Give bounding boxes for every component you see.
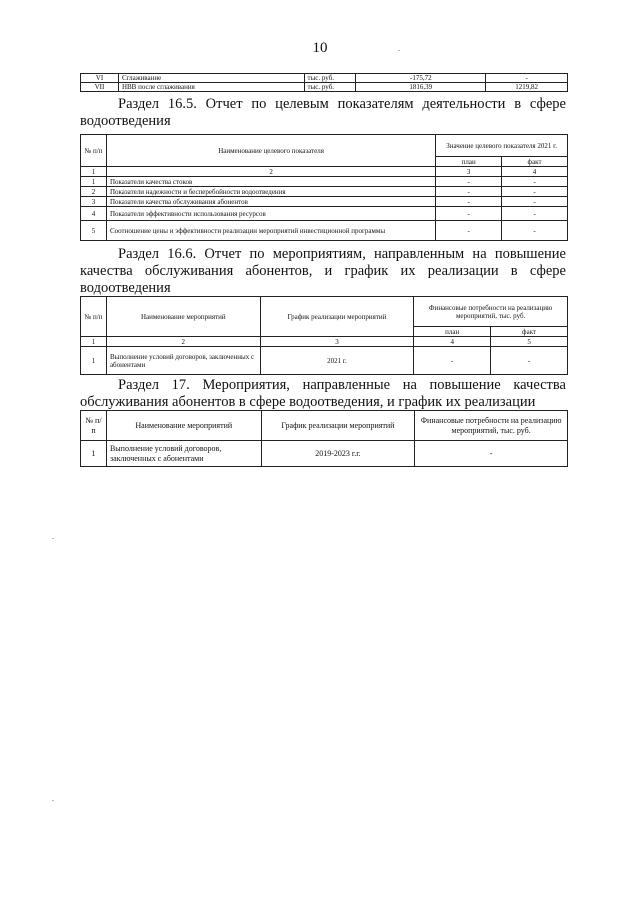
- cell-num: 4: [81, 207, 107, 221]
- col-number: 1: [81, 167, 107, 177]
- header-row: [81, 135, 568, 157]
- cell-num: VII: [81, 83, 119, 92]
- cell-name: Показатели качества стоков: [106, 177, 435, 187]
- header-num: № п/п: [81, 411, 107, 441]
- scan-speck: [52, 800, 54, 801]
- cell-plan: -: [436, 177, 502, 187]
- col-number: 3: [260, 337, 414, 347]
- table-row: [81, 207, 568, 221]
- cell-value: 1816,39: [356, 83, 486, 92]
- cell-value: 1219,82: [486, 83, 568, 92]
- cell-fact: -: [502, 197, 568, 207]
- col-number: 5: [491, 337, 568, 347]
- cell-name: Выполнение условий договоров, заключенных с абонентами: [106, 347, 260, 375]
- table-row: [81, 441, 568, 467]
- cell-value: -: [486, 74, 568, 83]
- header-name: Наименование целевого показателя: [106, 135, 435, 167]
- cell-name: Показатели качества обслуживания абонентов: [106, 197, 435, 207]
- col-number: 4: [502, 167, 568, 177]
- cell-num: 3: [81, 197, 107, 207]
- table-row: [81, 347, 568, 375]
- cell-num: 1: [81, 177, 107, 187]
- cell-num: VI: [81, 74, 119, 83]
- targets-table: [80, 134, 568, 241]
- header-fact: факт: [502, 157, 568, 167]
- cell-num: 2: [81, 187, 107, 197]
- page-number: 10: [312, 40, 328, 56]
- section-17-title: Раздел 17. Мероприятия, направленные на повышение качества обслуживания абонентов в сфере водоотведения, и график их реализации: [80, 377, 566, 410]
- cell-name: Сглаживание: [118, 74, 304, 83]
- col-number: 2: [106, 167, 435, 177]
- table-row: [81, 177, 568, 187]
- cell-fact: -: [502, 187, 568, 197]
- table-row: [81, 83, 568, 92]
- cell-schedule: 2021 г.: [260, 347, 414, 375]
- cell-schedule: 2019-2023 г.г.: [261, 441, 415, 467]
- activities-report-table: [80, 296, 568, 375]
- cell-plan: -: [436, 197, 502, 207]
- cell-name: НВВ после сглаживания: [118, 83, 304, 92]
- header-schedule: График реализации мероприятий: [260, 297, 414, 337]
- scan-speck: [398, 50, 400, 51]
- header-num: № п/п: [81, 297, 107, 337]
- cell-plan: -: [436, 207, 502, 221]
- cell-finance: -: [415, 441, 568, 467]
- cell-plan: -: [436, 221, 502, 241]
- header-finance: Финансовые потребности на реализацию мероприятий, тыс. руб.: [415, 411, 568, 441]
- header-num: № п/п: [81, 135, 107, 167]
- col-number: 2: [106, 337, 260, 347]
- scan-speck: [52, 538, 54, 539]
- table-row: [81, 187, 568, 197]
- header-schedule: График реализации мероприятий: [261, 411, 415, 441]
- cell-value: -175,72: [356, 74, 486, 83]
- cell-name: Показатели эффективности использования ресурсов: [106, 207, 435, 221]
- table-row: [81, 197, 568, 207]
- col-number: 1: [81, 337, 107, 347]
- cell-fact: -: [502, 177, 568, 187]
- cell-plan: -: [414, 347, 491, 375]
- header-name: Наименование мероприятий: [106, 297, 260, 337]
- activities-plan-table: [80, 410, 568, 467]
- column-numbers-row: [81, 167, 568, 177]
- header-finance: Финансовые потребности на реализацию мероприятий, тыс. руб.: [414, 297, 568, 327]
- section-16-5-title: Раздел 16.5. Отчет по целевым показателям деятельности в сфере водоотведения: [80, 96, 566, 129]
- cell-name: Выполнение условий договоров, заключенных с абонентами: [106, 441, 261, 467]
- header-plan: план: [414, 327, 491, 337]
- cell-unit: тыс. руб.: [304, 83, 356, 92]
- cell-plan: -: [436, 187, 502, 197]
- cell-name: Соотношение цены и эффективности реализации мероприятий инвестиционной программы: [106, 221, 435, 241]
- cell-fact: -: [502, 221, 568, 241]
- header-fact: факт: [491, 327, 568, 337]
- cell-unit: тыс. руб.: [304, 74, 356, 83]
- header-plan: план: [436, 157, 502, 167]
- section-16-6-title: Раздел 16.6. Отчет по мероприятиям, направленным на повышение качества обслуживания абонентов, и график их реализации в сфере водоотведения: [80, 246, 566, 296]
- column-numbers-row: [81, 337, 568, 347]
- continuation-table: [80, 73, 568, 92]
- cell-num: 5: [81, 221, 107, 241]
- col-number: 3: [436, 167, 502, 177]
- header-row: [81, 411, 568, 441]
- table-row: [81, 74, 568, 83]
- header-name: Наименование мероприятий: [106, 411, 261, 441]
- cell-fact: -: [502, 207, 568, 221]
- header-row: [81, 297, 568, 327]
- cell-name: Показатели надежности и бесперебойности водоотведения: [106, 187, 435, 197]
- table-row: [81, 221, 568, 241]
- cell-num: 1: [81, 347, 107, 375]
- header-value: Значение целевого показателя 2021 г.: [436, 135, 568, 157]
- cell-fact: -: [491, 347, 568, 375]
- cell-num: 1: [81, 441, 107, 467]
- col-number: 4: [414, 337, 491, 347]
